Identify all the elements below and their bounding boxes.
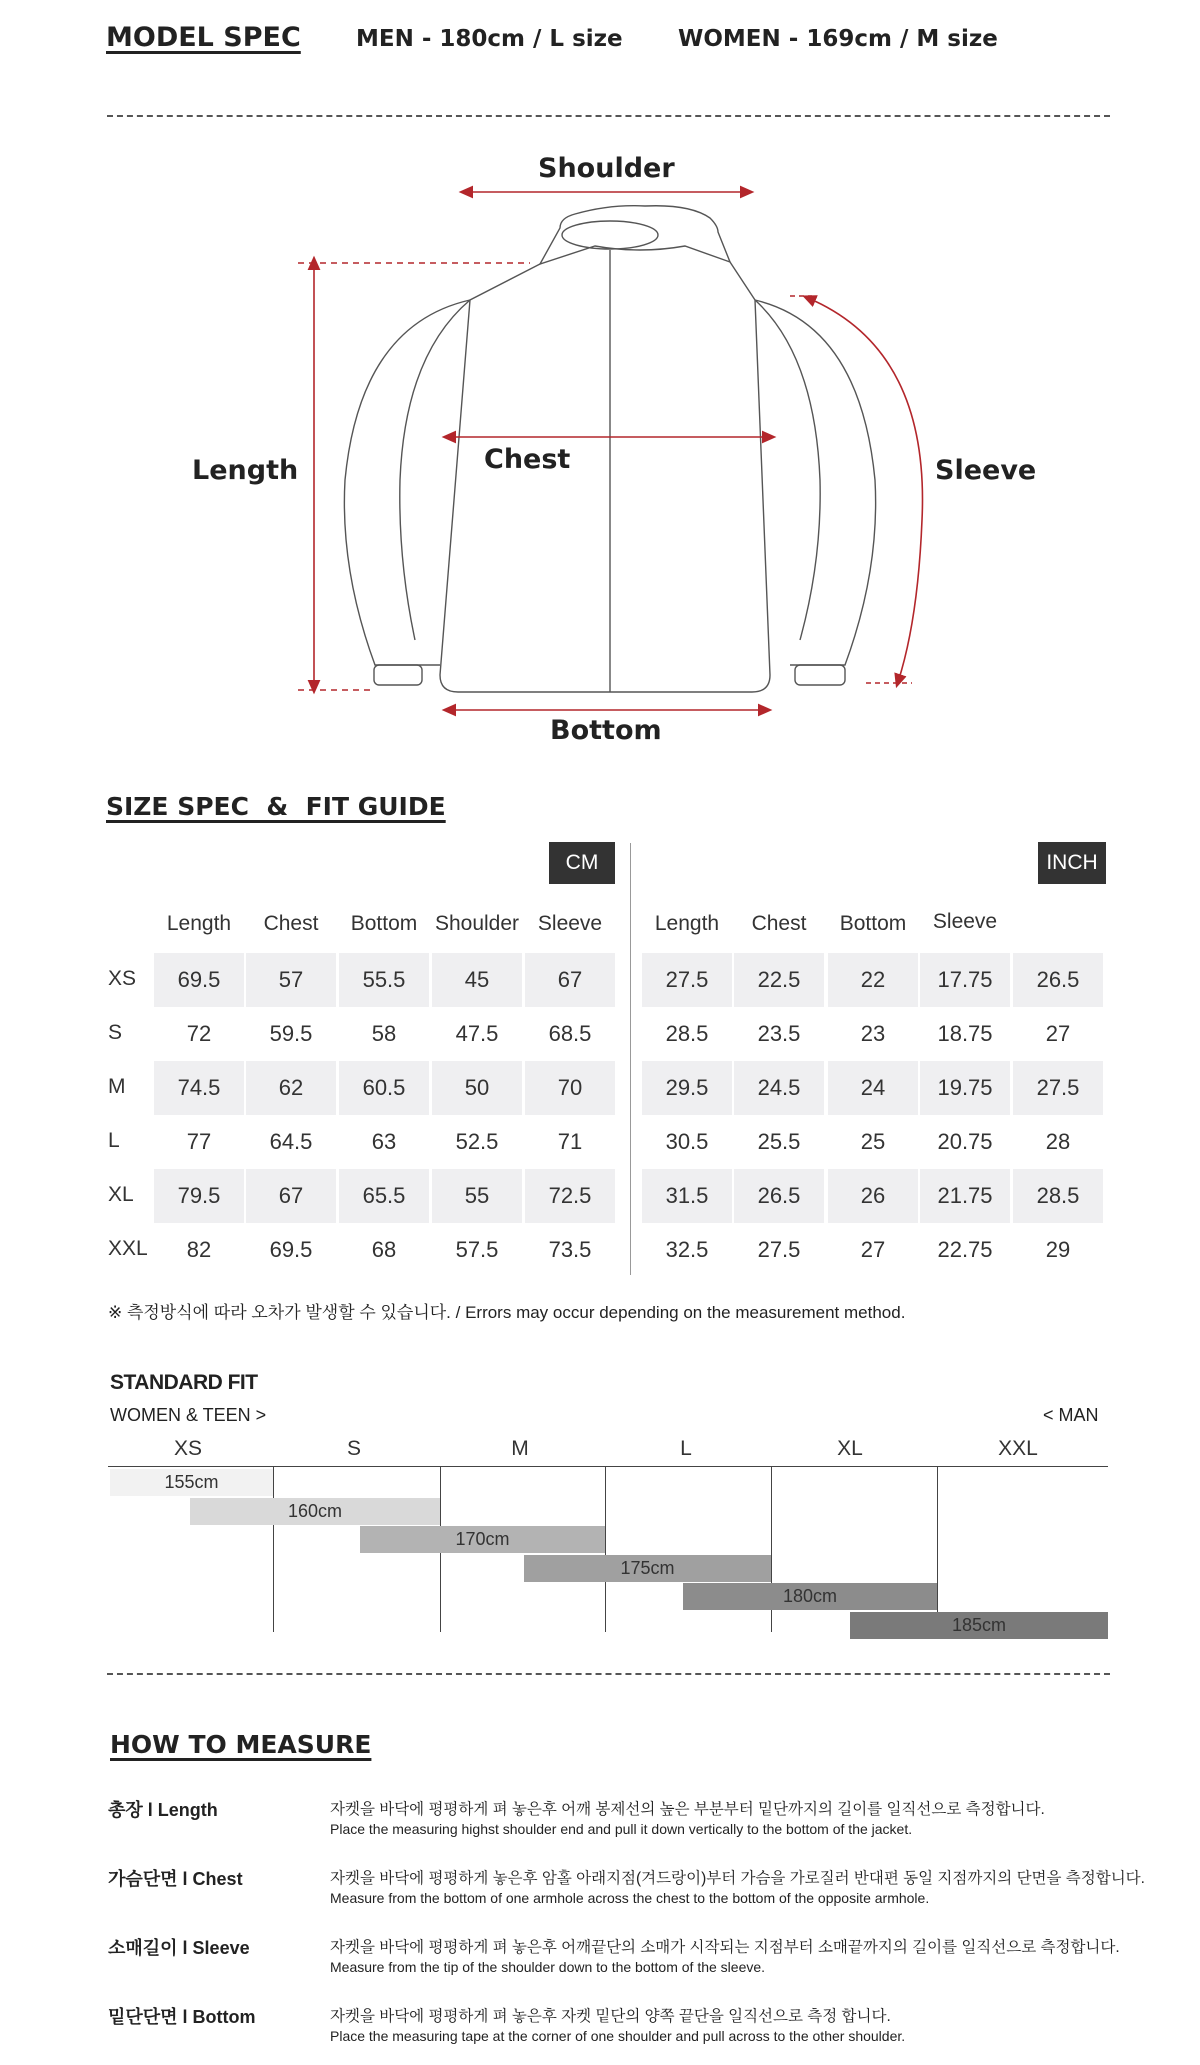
- fit-size-header: XS: [173, 1437, 202, 1460]
- inch-cell: 23.5: [757, 1021, 801, 1046]
- measure-label: 소매길이 l Sleeve: [108, 1938, 250, 1958]
- size-row-label: XXL: [108, 1237, 148, 1260]
- cm-header-chest: Chest: [263, 912, 319, 935]
- label-bottom: Bottom: [550, 715, 662, 746]
- measure-desc-ko: 자켓을 바닥에 평평하게 펴 놓은후 어깨끝단의 소매가 시작되는 지점부터 소매끝까지의 길이를 일직선으로 측정합니다.: [330, 1939, 1120, 1956]
- measure-desc-en: Place the measuring tape at the corner of one shoulder and pull across to the other shoulder.: [330, 2028, 906, 2044]
- how-to-measure-title: HOW TO MEASURE: [110, 1730, 372, 1759]
- inch-header-bottom: Bottom: [839, 912, 907, 935]
- inch-cell: 27: [860, 1237, 886, 1262]
- fit-height-bar: 175cm: [524, 1555, 771, 1582]
- cm-header-shoulder: Shoulder: [434, 912, 520, 935]
- sleeve-arrow: [808, 298, 922, 682]
- inch-cell: 23: [860, 1021, 886, 1046]
- jacket-diagram: [0, 120, 1200, 760]
- fit-grid-line: [273, 1466, 274, 1632]
- inch-cell: 28.5: [1013, 1169, 1103, 1223]
- jacket-outline: [344, 206, 875, 692]
- measure-desc-en: Measure from the tip of the shoulder down to the bottom of the sleeve.: [330, 1959, 766, 1975]
- cm-cell: 59.5: [269, 1021, 313, 1046]
- inch-cell: 22.75: [937, 1237, 993, 1262]
- cm-unit-badge: CM: [549, 842, 615, 884]
- size-row-label: M: [108, 1075, 126, 1098]
- size-row-label: XL: [108, 1183, 134, 1206]
- divider-top: [107, 115, 1110, 117]
- model-spec-title: MODEL SPEC: [106, 22, 301, 53]
- cm-cell: 47.5: [455, 1021, 499, 1046]
- inch-cell: 22: [828, 953, 918, 1007]
- inch-cell: 19.75: [920, 1061, 1010, 1115]
- inch-cell: 27.5: [642, 953, 732, 1007]
- fit-height-bar: 180cm: [683, 1583, 937, 1610]
- measure-label: 가슴단면 l Chest: [108, 1869, 243, 1889]
- cm-cell: 63: [371, 1129, 397, 1154]
- cm-cell: 65.5: [339, 1169, 429, 1223]
- cm-cell: 72.5: [525, 1169, 615, 1223]
- fit-guide-title: STANDARD FIT: [110, 1371, 258, 1394]
- inch-cell: 26.5: [1013, 953, 1103, 1007]
- size-spec-title: SIZE SPEC & FIT GUIDE: [106, 792, 446, 821]
- size-row-label: XS: [108, 967, 137, 990]
- cm-header-sleeve: Sleeve: [537, 912, 603, 935]
- inch-cell: 26: [828, 1169, 918, 1223]
- cm-cell: 70: [525, 1061, 615, 1115]
- cm-cell: 71: [557, 1129, 583, 1154]
- inch-header-length: Length: [654, 912, 720, 935]
- fit-right-label: < MAN: [1043, 1405, 1099, 1425]
- cm-cell: 52.5: [455, 1129, 499, 1154]
- inch-cell: 22.5: [734, 953, 824, 1007]
- cm-cell: 68: [371, 1237, 397, 1262]
- divider-bottom: [107, 1673, 1110, 1675]
- fit-grid-line: [605, 1466, 606, 1632]
- inch-cell: 27.5: [757, 1237, 801, 1262]
- inch-cell: 29.5: [642, 1061, 732, 1115]
- label-length: Length: [192, 455, 299, 486]
- cm-cell: 82: [186, 1237, 212, 1262]
- inch-header-sleeve: Sleeve: [932, 910, 998, 933]
- cm-cell: 67: [525, 953, 615, 1007]
- inch-cell: 24.5: [734, 1061, 824, 1115]
- inch-cell: 24: [828, 1061, 918, 1115]
- cm-cell: 50: [432, 1061, 522, 1115]
- inch-cell: 28: [1045, 1129, 1071, 1154]
- measure-desc-ko: 자켓을 바닥에 평평하게 놓은후 암홀 아래지점(겨드랑이)부터 가슴을 가로질러 반대편 동일 지점까지의 단면을 측정합니다.: [330, 1870, 1145, 1887]
- inch-cell: 27.5: [1013, 1061, 1103, 1115]
- cm-cell: 55.5: [339, 953, 429, 1007]
- inch-cell: 18.75: [937, 1021, 993, 1046]
- size-row-label: L: [108, 1129, 120, 1152]
- fit-size-header: L: [680, 1437, 692, 1460]
- fit-size-header: S: [346, 1437, 361, 1460]
- inch-cell: 28.5: [665, 1021, 709, 1046]
- inch-cell: 25.5: [757, 1129, 801, 1154]
- measure-desc-en: Place the measuring highst shoulder end and pull it down vertically to the bottom of the jacket.: [330, 1821, 913, 1837]
- inch-cell: 17.75: [920, 953, 1010, 1007]
- measurement-note: ※ 측정방식에 따라 오차가 발생할 수 있습니다. / Errors may occur depending on the measurement method.: [108, 1303, 906, 1322]
- measure-desc-ko: 자켓을 바닥에 평평하게 펴 놓은후 어깨 봉제선의 높은 부분부터 밑단까지의 길이를 일직선으로 측정합니다.: [330, 1801, 1045, 1818]
- cm-cell: 68.5: [548, 1021, 592, 1046]
- fit-height-bar: 170cm: [360, 1526, 605, 1553]
- cm-cell: 62: [246, 1061, 336, 1115]
- cm-cell: 73.5: [548, 1237, 592, 1262]
- inch-cell: 21.75: [920, 1169, 1010, 1223]
- cm-header-bottom: Bottom: [350, 912, 418, 935]
- cm-cell: 69.5: [154, 953, 244, 1007]
- label-shoulder: Shoulder: [538, 153, 675, 184]
- cm-cell: 64.5: [269, 1129, 313, 1154]
- cm-cell: 69.5: [269, 1237, 313, 1262]
- label-chest: Chest: [484, 444, 571, 475]
- measure-label: 총장 l Length: [108, 1800, 218, 1820]
- cm-cell: 55: [432, 1169, 522, 1223]
- cm-cell: 57.5: [455, 1237, 499, 1262]
- cm-cell: 58: [371, 1021, 397, 1046]
- fit-left-label: WOMEN & TEEN >: [110, 1405, 267, 1425]
- cm-cell: 74.5: [154, 1061, 244, 1115]
- measure-desc-ko: 자켓을 바닥에 평평하게 펴 놓은후 자켓 밑단의 양쪽 끝단을 일직선으로 측정 합니다.: [330, 2008, 891, 2025]
- fit-size-header: M: [511, 1437, 529, 1460]
- inch-cell: 26.5: [734, 1169, 824, 1223]
- inch-cell: 32.5: [665, 1237, 709, 1262]
- label-sleeve: Sleeve: [935, 455, 1037, 486]
- fit-size-header: XL: [837, 1437, 863, 1460]
- measure-desc-en: Measure from the bottom of one armhole across the chest to the bottom of the opposite armhole.: [330, 1890, 930, 1906]
- cm-cell: 72: [186, 1021, 212, 1046]
- cm-cell: 60.5: [339, 1061, 429, 1115]
- fit-height-bar: 185cm: [850, 1612, 1108, 1639]
- measure-label: 밑단단면 l Bottom: [108, 2007, 256, 2027]
- fit-size-header: XXL: [998, 1437, 1038, 1460]
- fit-baseline: [108, 1466, 1108, 1467]
- inch-cell: 27: [1045, 1021, 1071, 1046]
- fit-grid-line: [937, 1466, 938, 1632]
- cm-cell: 79.5: [154, 1169, 244, 1223]
- cm-cell: 57: [246, 953, 336, 1007]
- inch-cell: 31.5: [642, 1169, 732, 1223]
- inch-header-chest: Chest: [751, 912, 807, 935]
- cm-header-length: Length: [166, 912, 232, 935]
- inch-cell: 29: [1045, 1237, 1071, 1262]
- cm-cell: 67: [246, 1169, 336, 1223]
- inch-cell: 20.75: [937, 1129, 993, 1154]
- model-spec-men: MEN - 180cm / L size: [356, 26, 623, 52]
- inch-cell: 25: [860, 1129, 886, 1154]
- inch-cell: 30.5: [665, 1129, 709, 1154]
- table-divider: [630, 843, 631, 1275]
- cm-cell: 77: [186, 1129, 212, 1154]
- fit-height-bar: 160cm: [190, 1498, 440, 1525]
- size-row-label: S: [108, 1021, 123, 1044]
- model-spec-women: WOMEN - 169cm / M size: [678, 26, 998, 52]
- cm-cell: 45: [432, 953, 522, 1007]
- fit-height-bar: 155cm: [110, 1469, 273, 1496]
- inch-unit-badge: INCH: [1038, 842, 1106, 884]
